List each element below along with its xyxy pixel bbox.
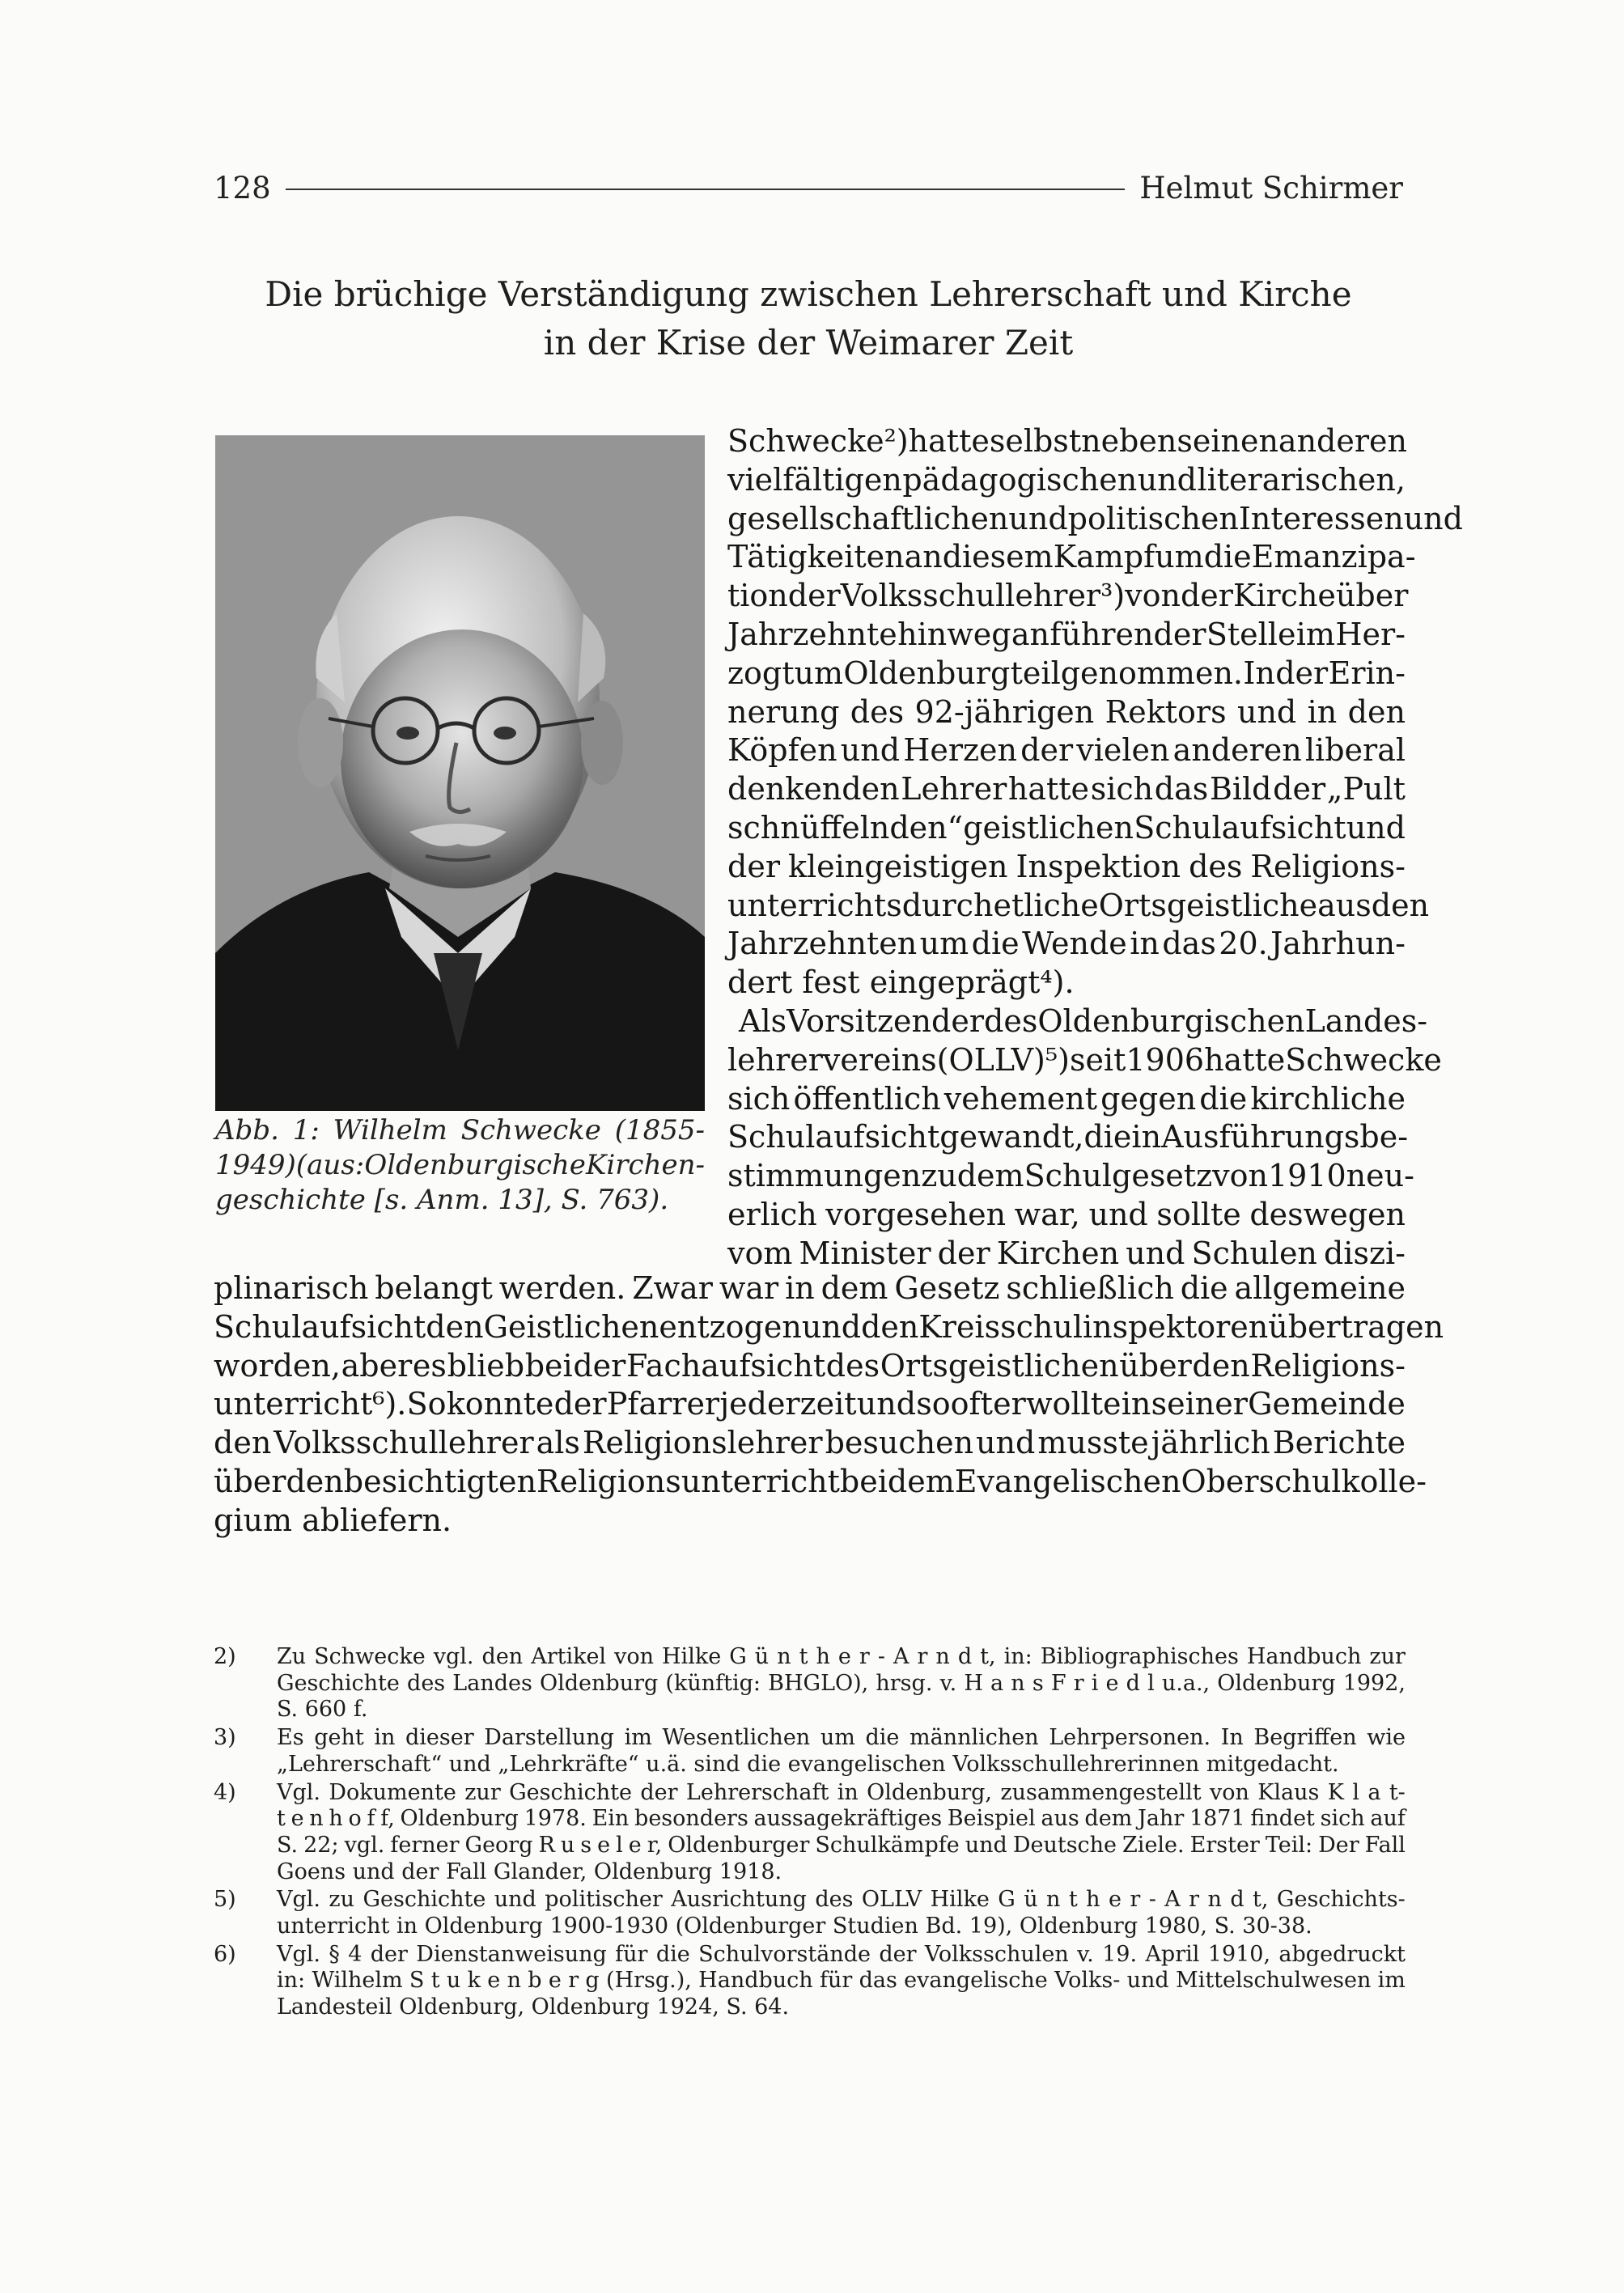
footnote-line: in: Wilhelm S t u k e n b e r g (Hrsg.), Handbuch für das evangelische Volks- und Mittelschulwesen im [277,1968,1406,1994]
portrait-drawing [215,435,705,1111]
footnote-number: 3) [214,1725,236,1751]
title-line-2: in der Krise der Weimarer Zeit [543,323,1074,362]
running-author: Helmut Schirmer [1139,170,1403,206]
article-title [214,270,1403,367]
body-line: Schwecke²) hatte selbst neben seinen anderen [727,423,1407,459]
footnote [214,1725,1406,1778]
footnote-line: unterricht in Oldenburg 1900-1930 (Oldenburger Studien Bd. 19), Oldenburg 1980, S. 30-38. [277,1914,1312,1939]
body-full-width [214,1269,1444,1541]
body-line: stimmungen zu dem Schulgesetz von 1910 neu- [727,1158,1414,1194]
body-line: vielfältigen pädagogischen und literarischen, [727,461,1406,498]
caption-line: Abb. 1: Wilhelm Schwecke (1855- [215,1114,705,1146]
portrait-photo [215,435,705,1111]
body-line: unterricht⁶). So konnte der Pfarrer jederzeit und sooft er wollte in seiner Gemeinde [214,1386,1406,1422]
footnote-line: Landesteil Oldenburg, Oldenburg 1924, S. 64. [277,1994,790,2020]
body-line: Als Vorsitzender des Oldenburgischen Landes- [739,1002,1428,1039]
footnote-number: 2) [214,1644,236,1669]
footnote [214,1644,1406,1723]
body-line: erlich vorgesehen war, und sollte deswegen [727,1196,1406,1232]
header-rule [286,189,1126,190]
body-line: tion der Volksschullehrer³) von der Kirche über [727,578,1409,614]
title-line-1: Die brüchige Verständigung zwischen Lehrerschaft und Kirche [265,274,1352,314]
footnote-number: 4) [214,1779,236,1805]
footnote-line: Vgl. zu Geschichte und politischer Ausrichtung des OLLV Hilke G ü n t h e r - A r n d t, Geschichts- [277,1887,1406,1913]
caption-line: 1949) (aus: Oldenburgische Kirchen- [215,1149,705,1181]
footnote-line: Es geht in dieser Darstellung im Wesentlichen um die männlichen Lehrpersonen. In Begriffen wie [277,1725,1406,1751]
body-line: worden, aber es blieb bei der Fachaufsicht des Ortsgeistlichen über den Religions- [214,1347,1406,1384]
footnote-line: Goens und der Fall Glander, Oldenburg 1918. [277,1859,782,1884]
footnote-number: 5) [214,1887,236,1913]
body-line: nerung des 92-jährigen Rektors und in den [727,693,1406,730]
footnote-line: S. 22; vgl. ferner Georg R u s e l e r, Oldenburger Schulkämpfe und Deutsche Ziele. Erster Teil: Der Fall [277,1832,1406,1858]
body-line: gesellschaftlichen und politischen Interessen und [727,500,1463,536]
footnote-line: „Lehrerschaft“ und „Lehrkräfte“ u.ä. sind die evangelischen Volksschullehrerinnen mitgedacht. [277,1751,1339,1777]
running-head [214,167,1403,209]
body-line: Köpfen und Herzen der vielen anderen liberal [727,732,1406,769]
footnote-line: Vgl. Dokumente zur Geschichte der Lehrerschaft in Oldenburg, zusammengestellt von Klaus K l a t- [277,1779,1406,1805]
footnote-line: Vgl. § 4 der Dienstanweisung für die Schulvorstände der Volksschulen v. 19. April 1910, abgedruckt [277,1941,1406,1967]
page-number: 128 [214,170,271,206]
footnote [214,1942,1406,2021]
footnote-line: t e n h o f f, Oldenburg 1978. Ein besonders aussagekräftiges Beispiel aus dem Jahr 1871 findet sich auf [277,1806,1406,1832]
body-line: Jahrzehnten um die Wende in das 20. Jahrhun- [727,926,1406,962]
body-right-column [727,422,1463,1274]
body-line: Tätigkeiten an diesem Kampf um die Emanzipa- [727,539,1416,575]
body-line: lehrervereins (OLLV)⁵) seit 1906 hatte Schwecke [727,1041,1442,1078]
figure-caption [215,1113,705,1218]
body-line: gium abliefern. [214,1502,452,1538]
body-line: plinarisch belangt werden. Zwar war in dem Gesetz schließlich die allgemeine [214,1270,1406,1306]
body-line: zogtum Oldenburg teilgenommen. In der Erin- [727,655,1406,691]
body-line: vom Minister der Kirchen und Schulen diszi- [727,1235,1406,1271]
body-line: über den besichtigten Religionsunterricht bei dem Evangelischen Oberschulkolle- [214,1463,1427,1499]
footnote-line: S. 660 f. [277,1697,368,1723]
body-line: denkenden Lehrer hatte sich das Bild der „Pult [727,771,1406,807]
body-line: unterrichts durch etliche Ortsgeistliche aus den [727,887,1430,923]
footnote-line: Geschichte des Landes Oldenburg (künftig: BHGLO), hrsg. v. H a n s F r i e d l u.a., Oldenburg 1992, [277,1670,1406,1696]
footnote-line: Zu Schwecke vgl. den Artikel von Hilke G ü n t h e r - A r n d t, in: Bibliographisches Handbuch zur [277,1644,1406,1669]
caption-line: geschichte [s. Anm. 13], S. 763). [215,1184,669,1216]
body-line: Schulaufsicht gewandt, die in Ausführungsbe- [727,1119,1409,1155]
footnotes [214,1644,1406,2023]
body-line: dert fest eingeprägt⁴). [727,964,1075,1001]
body-line: Jahrzehnte hinweg an führender Stelle im Her- [727,616,1406,652]
body-line: Schulaufsicht den Geistlichen entzogen und den Kreisschulinspektoren übertragen [214,1308,1444,1345]
footnote [214,1887,1406,1939]
footnote-number: 6) [214,1941,236,1967]
body-line: sich öffentlich vehement gegen die kirchliche [727,1080,1406,1117]
footnote [214,1780,1406,1886]
body-line: der kleingeistigen Inspektion des Religions- [727,848,1406,884]
body-line: den Volksschullehrer als Religionslehrer besuchen und musste jährlich Berichte [214,1425,1406,1461]
body-line: schnüffelnden“ geistlichen Schulaufsicht und [727,809,1406,846]
